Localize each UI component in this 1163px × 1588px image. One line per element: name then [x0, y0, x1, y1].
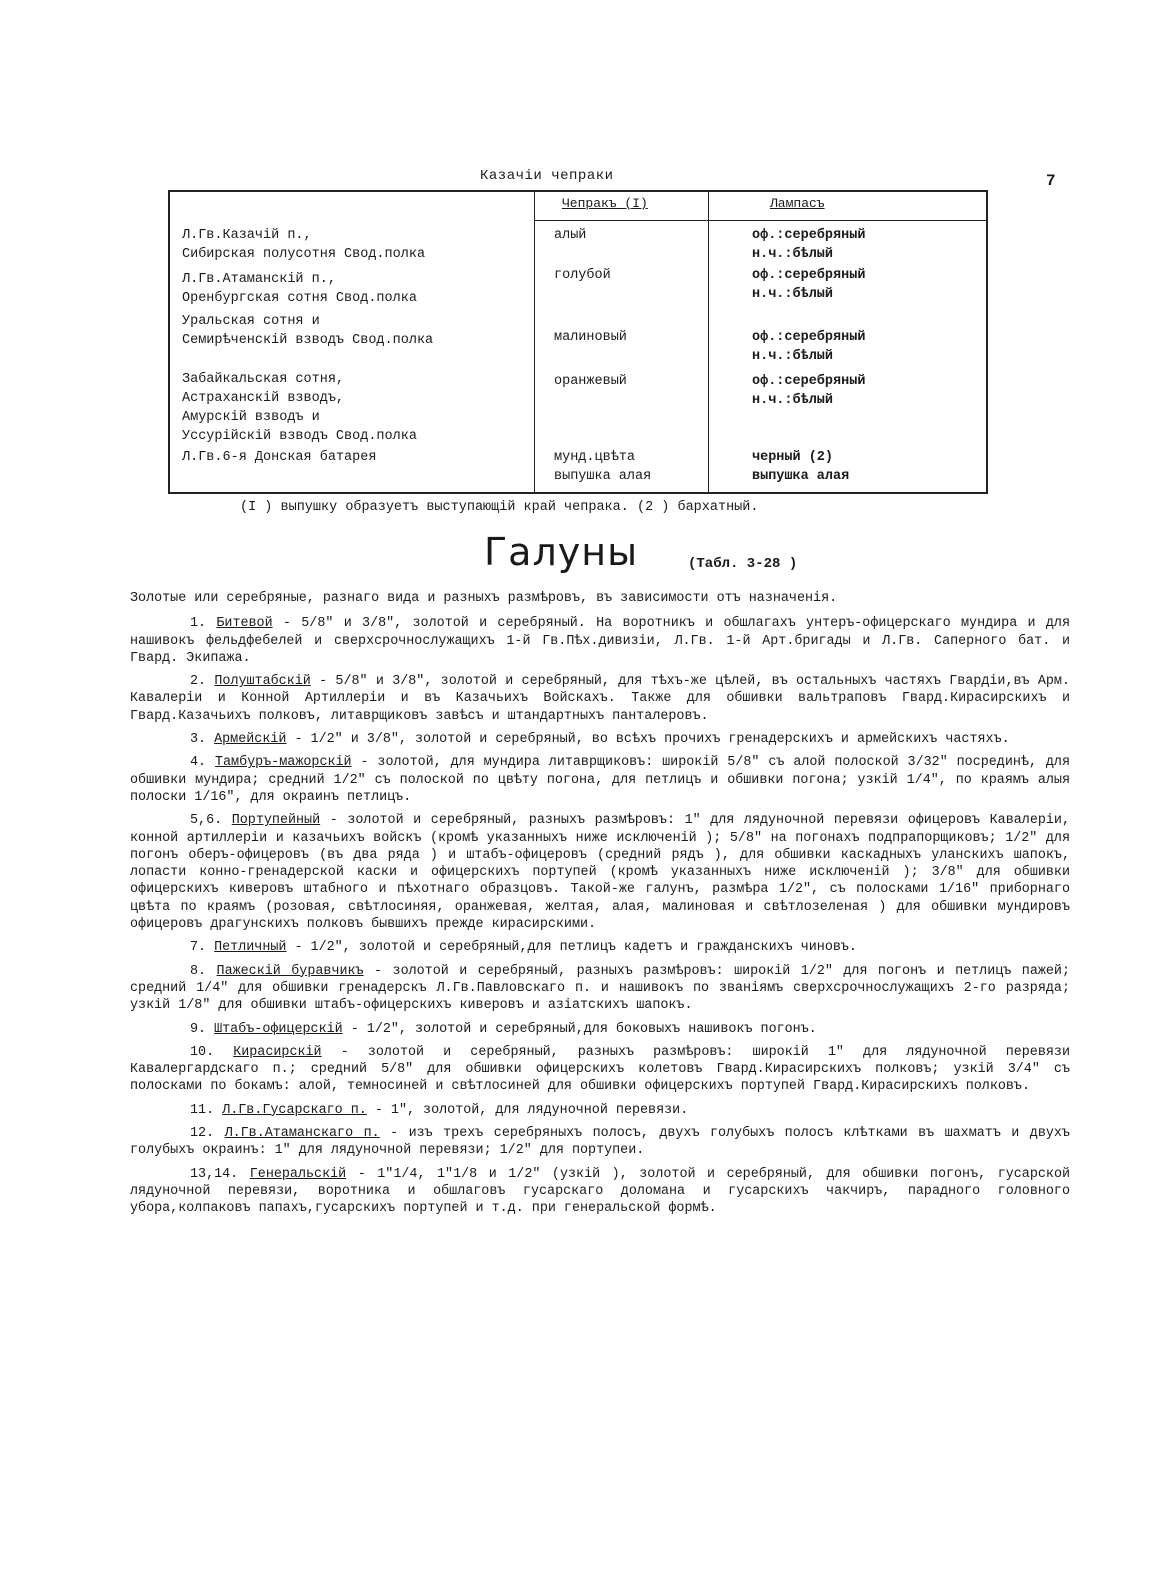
galun-item [130, 754, 1070, 806]
item-number: 8. [190, 963, 217, 979]
galun-item [130, 1166, 1070, 1218]
item-term: Л.Гв.Атаманскаго п. [224, 1126, 380, 1142]
item-number: 4. [190, 755, 215, 771]
section-intro: Золотые или серебряные, разнаго вида и разныхъ размѣровъ, въ зависимости отъ назначенiя. [130, 591, 838, 606]
table-footnote: (I ) выпушку образуетъ выступающiй край чепрака. (2 ) бархатный. [240, 500, 759, 515]
item-text: - 1/2" и 3/8", золотой и серебряный, во всѣхъ прочихъ гренадерскихъ и армейскихъ частяхъ. [286, 732, 1010, 748]
row-cheprak: малиновый [554, 330, 627, 345]
item-term: Петличный [214, 940, 287, 956]
item-number: 12. [190, 1126, 225, 1142]
item-number: 2. [190, 674, 215, 690]
item-term: Л.Гв.Гусарскаго п. [222, 1102, 367, 1118]
row-lampas: оф.:серебряный н.ч.:бѣлый [752, 268, 866, 302]
galun-item [130, 1044, 1070, 1096]
row-lampas: оф.:серебряный н.ч.:бѣлый [752, 228, 866, 262]
row-unit: Уральская сотня и Семирѣченскiй взводъ Свод.полка [182, 314, 434, 348]
table-caption: Казачiи чепраки [480, 168, 614, 184]
item-number: 13,14. [190, 1166, 250, 1182]
item-term: Генеральскiй [249, 1166, 347, 1182]
row-lampas: черный (2) выпушка алая [752, 450, 850, 484]
item-text: - 1"1/4, 1"1/8 и 1/2" (узкiй ), золотой и серебряный, для обшивки погонъ, гусарской лядуночной перевязи, воротника и обшлаговъ гусарскаго доломана и гусарскихъ чакчиръ, парадного головного убора,колпаковъ папахъ,гусарскихъ портупей и т.д. при генеральской формѣ. [130, 1166, 1071, 1217]
galun-item [130, 1125, 1070, 1160]
item-term: Тамбуръ-мажорскiй [214, 755, 352, 771]
row-lampas: оф.:серебряный н.ч.:бѣлый [752, 374, 866, 408]
page-number: 7 [1046, 172, 1056, 190]
item-text: - 1", золотой, для лядуночной перевязи. [366, 1102, 689, 1118]
table-header-rule [534, 220, 986, 221]
galun-item [130, 939, 1070, 956]
item-text: - золотой, для мундира литаврщиковъ: широкiй 5/8" съ алой полоской 3/32" посрединѣ, для обшивки мундира; средний 1/2" съ полоской по цвѣту погона, для петлицъ и обшивки погона; узкiй 1/4", по краямъ алыя полоски 1/16", для окраинъ петлицъ. [130, 755, 1070, 805]
item-number: 5,6. [190, 813, 232, 829]
item-term: Полуштабскiй [214, 674, 311, 690]
item-term: Портупейный [231, 813, 321, 829]
item-text: - 1/2", золотой и серебряный,для петлицъ кадетъ и гражданскихъ чиновъ. [286, 940, 857, 956]
item-text: - 5/8" и 3/8", золотой и серебряный, для тѣхъ-же цѣлей, въ остальныхъ частяхъ Гвардiи,въ Арм. Кавалерiи и Конной Артиллерiи и въ Казачьихъ Войскахъ. Также для обшивки вальтраповъ Гвард.Кирасирскихъ и Гвард.Казачьихъ полковъ, литаврщиковъ завѣсъ и штандартныхъ панталеровъ. [130, 674, 1071, 724]
item-text: - золотой и серебряный, разныхъ размѣровъ: 1" для лядуночной перевязи офицеровъ Кавалерiи, конной артиллерiи и казачьихъ войскъ (кромѣ указанныхъ ниже исключенiй ); 5/8" на погонахъ подпрапорщиковъ; 1/2" для погонъ оберъ-офицеровъ (въ два ряда ) и штабъ-офицеровъ (средний рядъ ), для обшивки каскадныхъ уланскихъ шапокъ, лопасти конно-гренадерской каски и офицерскихъ портупей (кромѣ указанныхъ ниже исключенiй ); 3/8" для обшивки офицерскихъ киверовъ штабного и пѣхотнаго образцовъ. Такой-же галунъ, размѣра 1/2", съ полосками 1/16" приборнаго цвѣта по краямъ (розовая, свѣтлосиняя, оранжевая, желтая, алая, малиновая и свѣтлозеленая ) для обшивки мундировъ офицеровъ драгунскихъ полковъ бывшихъ прежде кирасирскими. [130, 813, 1070, 933]
galun-item [130, 731, 1070, 748]
item-number: 11. [190, 1102, 223, 1118]
row-unit: Л.Гв.6-я Донская батарея [182, 450, 377, 465]
galun-item [130, 963, 1070, 1015]
galun-item [130, 1102, 1070, 1119]
cheprak-table [168, 190, 988, 494]
row-cheprak: алый [554, 228, 587, 243]
row-cheprak: голубой [554, 268, 611, 283]
section-body [130, 590, 1070, 1224]
row-lampas: оф.:серебряный н.ч.:бѣлый [752, 330, 866, 364]
section-reference: (Табл. 3-28 ) [688, 556, 798, 572]
item-text: - золотой и серебряный, разныхъ размѣровъ: широкiй 1" для лядуночной перевязи Кавалергардскаго п.; средний 5/8" для обшивки офицерскихъ колетовъ Гвард.Кирасирскихъ полковъ; узкiй 3/4" съ полосками по бокамъ: алой, темносиней и свѣтлосиней для обшивки офицерскихъ портупей Гвард.Кирасирскихъ полковъ. [130, 1044, 1070, 1095]
table-divider [708, 192, 709, 492]
galun-item [130, 812, 1070, 933]
item-number: 3. [190, 732, 215, 748]
galun-item [130, 1021, 1070, 1038]
item-term: Битевой [216, 616, 273, 632]
item-term: Кирасирскiй [233, 1044, 322, 1060]
row-cheprak: оранжевый [554, 374, 627, 389]
item-text: - золотой и серебряный, разныхъ размѣровъ: широкiй 1/2" для погонъ и петлицъ пажей; средний 1/4" для обшивки гренадерскъ Л.Гв.Павловскаго п. и нашивокъ по званiямъ сверхсрочнослужащихъ 2-го разряда; узкiй 1/8" для обшивки штабъ-офицерскихъ киверовъ и азiатскихъ шапокъ. [130, 963, 1070, 1014]
item-term: Армейскiй [214, 732, 287, 748]
row-unit: Л.Гв.Казачiй п., Сибирская полусотня Свод.полка [182, 228, 426, 262]
section-title: Галуны [484, 530, 639, 574]
item-number: 10. [190, 1044, 234, 1060]
galun-item [130, 615, 1070, 667]
item-number: 1. [190, 616, 217, 632]
header-cheprak: Чепракъ (I) [562, 196, 648, 211]
item-text: - 5/8" и 3/8", золотой и серебряный. На воротникъ и обшлагахъ унтеръ-офицерскаго мундира и для нашивокъ фельдфебелей и сверхсрочнослужащихъ 1-й Гв.Пѣх.дивизiи, Л.Гв. 1-й Арт.бригады и Л.Гв. Саперного бат. и Гвард. Экипажа. [130, 616, 1070, 666]
item-text: - изъ трехъ серебряныхъ полосъ, двухъ голубыхъ полосъ клѣтками въ шахматъ и двухъ голубыхъ окраинъ: 1" для лядуночной перевязи; 1/2" для портупеи. [130, 1126, 1070, 1159]
item-number: 9. [190, 1021, 215, 1037]
item-term: Штабъ-офицерскiй [214, 1021, 343, 1037]
table-divider [534, 192, 535, 492]
item-number: 7. [190, 940, 215, 956]
header-lampas: Лампасъ [770, 196, 825, 211]
row-unit: Забайкальская сотня, Астраханскiй взводъ, Амурскiй взводъ и Уссурiйскiй взводъ Свод.полка [182, 372, 417, 444]
item-term: Пажескiй буравчикъ [216, 963, 364, 979]
row-unit: Л.Гв.Атаманскiй п., Оренбургская сотня Свод.полка [182, 272, 417, 306]
galun-list [130, 615, 1070, 1217]
row-cheprak: мунд.цвѣта выпушка алая [554, 450, 652, 484]
galun-item [130, 673, 1070, 725]
item-text: - 1/2", золотой и серебряный,для боковыхъ нашивокъ погонъ. [342, 1021, 817, 1037]
